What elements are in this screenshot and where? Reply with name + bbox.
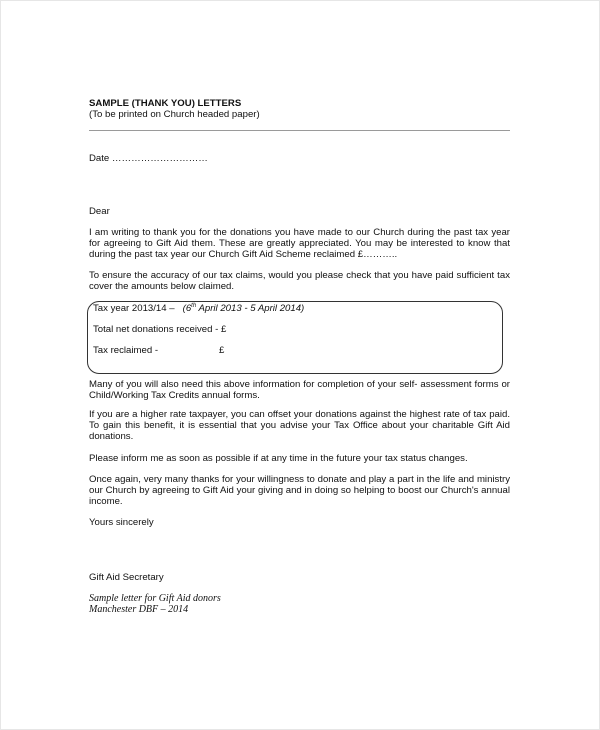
tax-period: (6th April 2013 - 5 April 2014) bbox=[182, 303, 305, 314]
closing: Yours sincerely bbox=[89, 517, 154, 528]
divider bbox=[89, 130, 510, 131]
donations-received-line: Total net donations received - £ bbox=[93, 324, 227, 335]
letter-title: SAMPLE (THANK YOU) LETTERS bbox=[89, 98, 242, 109]
paragraph-line: income. bbox=[89, 496, 123, 507]
paragraph-line: cover the amounts below claimed. bbox=[89, 281, 235, 292]
footer-note: Manchester DBF – 2014 bbox=[89, 604, 189, 615]
paragraph-line: Once again, very many thanks for your willingness to donate and play a part in the life and ministry bbox=[89, 474, 510, 485]
paragraph-line: To gain this benefit, it is essential that you advise your Tax Office about your charitable Gift Aid bbox=[89, 420, 510, 431]
paragraph-line: I am writing to thank you for the donations you have made to our Church during the past tax year bbox=[89, 227, 510, 238]
date-line: Date ………………………… bbox=[89, 153, 208, 164]
letter-subtitle: (To be printed on Church headed paper) bbox=[89, 109, 260, 120]
paragraph-line: If you are a higher rate taxpayer, you can offset your donations against the highest rate of tax paid. bbox=[89, 409, 510, 420]
paragraph-line: during the past tax year our Church Gift Aid Scheme reclaimed £……….. bbox=[89, 249, 398, 260]
paragraph-higher-rate bbox=[89, 409, 510, 442]
paragraph-accuracy bbox=[89, 270, 510, 292]
paragraph-thanks bbox=[89, 227, 510, 260]
paragraph-line: To ensure the accuracy of our tax claims, would you please check that you have paid sufficient tax bbox=[89, 270, 510, 281]
paragraph-closing-thanks bbox=[89, 474, 510, 507]
paragraph-line: Many of you will also need this above information for completion of your self- assessment forms or bbox=[89, 379, 510, 390]
paragraph-line: for agreeing to Gift Aid them. These are greatly appreciated. You may be interested to know that bbox=[89, 238, 510, 249]
paragraph-line: Please inform me as soon as possible if at any time in the future your tax status changes. bbox=[89, 453, 468, 464]
paragraph-line: Child/Working Tax Credits annual forms. bbox=[89, 390, 260, 401]
tax-reclaimed-line: Tax reclaimed - £ bbox=[93, 345, 225, 356]
tax-year-line bbox=[93, 303, 304, 314]
paragraph-line: donations. bbox=[89, 431, 134, 442]
salutation: Dear bbox=[89, 206, 110, 217]
paragraph-line: our Church by agreeing to Gift Aid your giving and in doing so helping to boost our Church's annual bbox=[89, 485, 510, 496]
footer-note: Sample letter for Gift Aid donors bbox=[89, 593, 221, 604]
tax-year: Tax year 2013/14 – bbox=[93, 303, 175, 314]
paragraph-status-changes bbox=[89, 453, 510, 464]
signatory: Gift Aid Secretary bbox=[89, 572, 164, 583]
paragraph-self-assessment bbox=[89, 379, 510, 401]
tax-summary-box bbox=[87, 301, 503, 374]
